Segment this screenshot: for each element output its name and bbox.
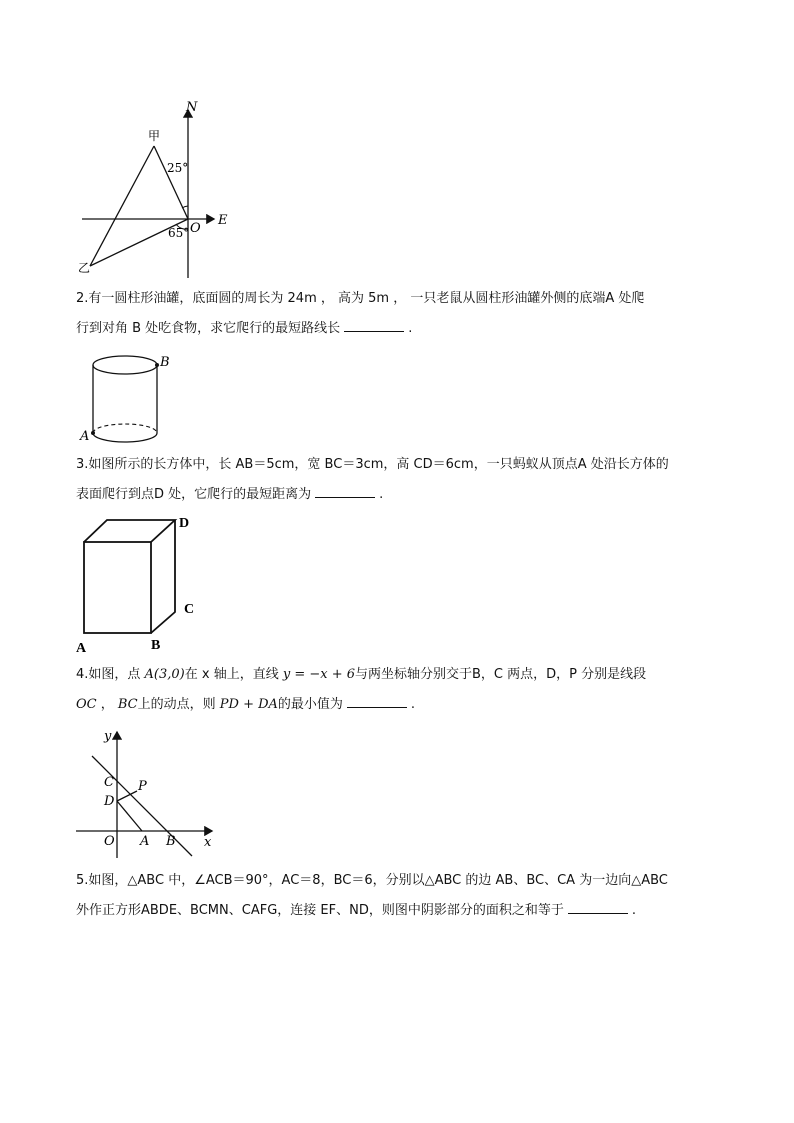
question-3 bbox=[76, 450, 726, 510]
label-b: B bbox=[166, 834, 176, 849]
cylinder-bottom-back bbox=[93, 424, 157, 433]
angle-arc-top bbox=[182, 206, 188, 208]
figure-cylinder bbox=[76, 352, 186, 448]
origin-label: O bbox=[190, 221, 201, 236]
question-2-end: . bbox=[408, 321, 413, 336]
line-equation: y = −x + 6 bbox=[282, 667, 356, 682]
point-a bbox=[91, 431, 95, 435]
yi-label: 乙 bbox=[78, 261, 91, 275]
question-4-part4: 上的动点，则 bbox=[137, 697, 220, 712]
question-4-part5: 的最小值为 bbox=[277, 697, 343, 712]
jia-label: 甲 bbox=[148, 129, 161, 143]
label-b: B bbox=[151, 638, 161, 653]
question-4-part1: 4.如图，点 bbox=[76, 667, 145, 682]
question-3-end: . bbox=[379, 487, 384, 502]
x-label: x bbox=[204, 835, 212, 850]
answer-blank-3[interactable] bbox=[315, 483, 375, 498]
segment-oc: OC bbox=[76, 697, 97, 712]
answer-blank-5[interactable] bbox=[568, 899, 628, 914]
question-5-line1: 5.如图，△ABC 中，∠ACB＝90°，AC＝8，BC＝6，分别以△ABC 的边 AB、BC、CA 为一边向△ABC bbox=[76, 873, 668, 888]
east-label: E bbox=[218, 213, 228, 228]
cuboid-side-face bbox=[151, 520, 175, 633]
label-p: P bbox=[138, 779, 147, 794]
figure-coordinate-plane bbox=[74, 726, 224, 861]
question-2-line2: 行到对角 B 处吃食物，求它爬行的最短路线长 bbox=[76, 321, 341, 336]
y-label: y bbox=[104, 729, 112, 744]
segment-jia-yi bbox=[90, 146, 154, 266]
question-4-end: . bbox=[410, 697, 416, 712]
label-a: A bbox=[140, 834, 150, 849]
question-2 bbox=[76, 284, 726, 344]
cuboid-top-face bbox=[84, 520, 175, 542]
question-4 bbox=[76, 660, 726, 720]
segment-bc: BC bbox=[117, 697, 138, 712]
question-2-line1: 2.有一圆柱形油罐，底面圆的周长为 24m ， 高为 5m ， 一只老鼠从圆柱形油罐外侧的底端A 处爬 bbox=[76, 291, 645, 306]
label-b: B bbox=[160, 355, 170, 370]
label-a: A bbox=[80, 429, 90, 444]
question-5 bbox=[76, 866, 726, 926]
label-d: D bbox=[179, 516, 190, 531]
cylinder-bottom-front bbox=[93, 433, 157, 442]
north-label: N bbox=[186, 100, 198, 115]
segment-dp bbox=[117, 791, 137, 801]
cylinder-top bbox=[93, 356, 157, 374]
expression-pd-da: PD + DA bbox=[219, 697, 278, 712]
question-5-line2: 外作正方形ABDE、BCMN、CAFG，连接 EF、ND，则图中阴影部分的面积之和等于 bbox=[76, 903, 564, 918]
question-5-end: . bbox=[631, 903, 636, 918]
figure-cuboid bbox=[74, 512, 214, 657]
segment-da bbox=[117, 801, 142, 831]
angle-label-25: 25° bbox=[167, 161, 189, 175]
label-c: C bbox=[104, 775, 114, 790]
question-3-line1: 3.如图所示的长方体中，长 AB＝5cm，宽 BC＝3cm，高 CD＝6cm，一只蚂蚁从顶点A 处沿长方体的 bbox=[76, 457, 669, 472]
figure-direction bbox=[76, 96, 246, 286]
label-c: C bbox=[184, 602, 195, 617]
label-a: A bbox=[76, 641, 87, 656]
cuboid-front-face bbox=[84, 542, 151, 633]
answer-blank-2[interactable] bbox=[344, 317, 404, 332]
label-d: D bbox=[104, 794, 115, 809]
point-b bbox=[155, 363, 159, 367]
label-o: O bbox=[104, 834, 115, 849]
angle-label-65: 65° bbox=[168, 226, 190, 240]
point-a-coords: A(3,0) bbox=[144, 667, 185, 682]
question-3-line2: 表面爬行到点D 处，它爬行的最短距离为 bbox=[76, 487, 312, 502]
answer-blank-4[interactable] bbox=[347, 693, 407, 708]
segment-jia-o bbox=[154, 146, 188, 219]
question-4-sep: ， bbox=[96, 697, 118, 712]
question-4-part2: 在 x 轴上，直线 bbox=[184, 667, 283, 682]
question-4-part3: 与两坐标轴分别交于B，C 两点，D，P 分别是线段 bbox=[355, 667, 647, 682]
